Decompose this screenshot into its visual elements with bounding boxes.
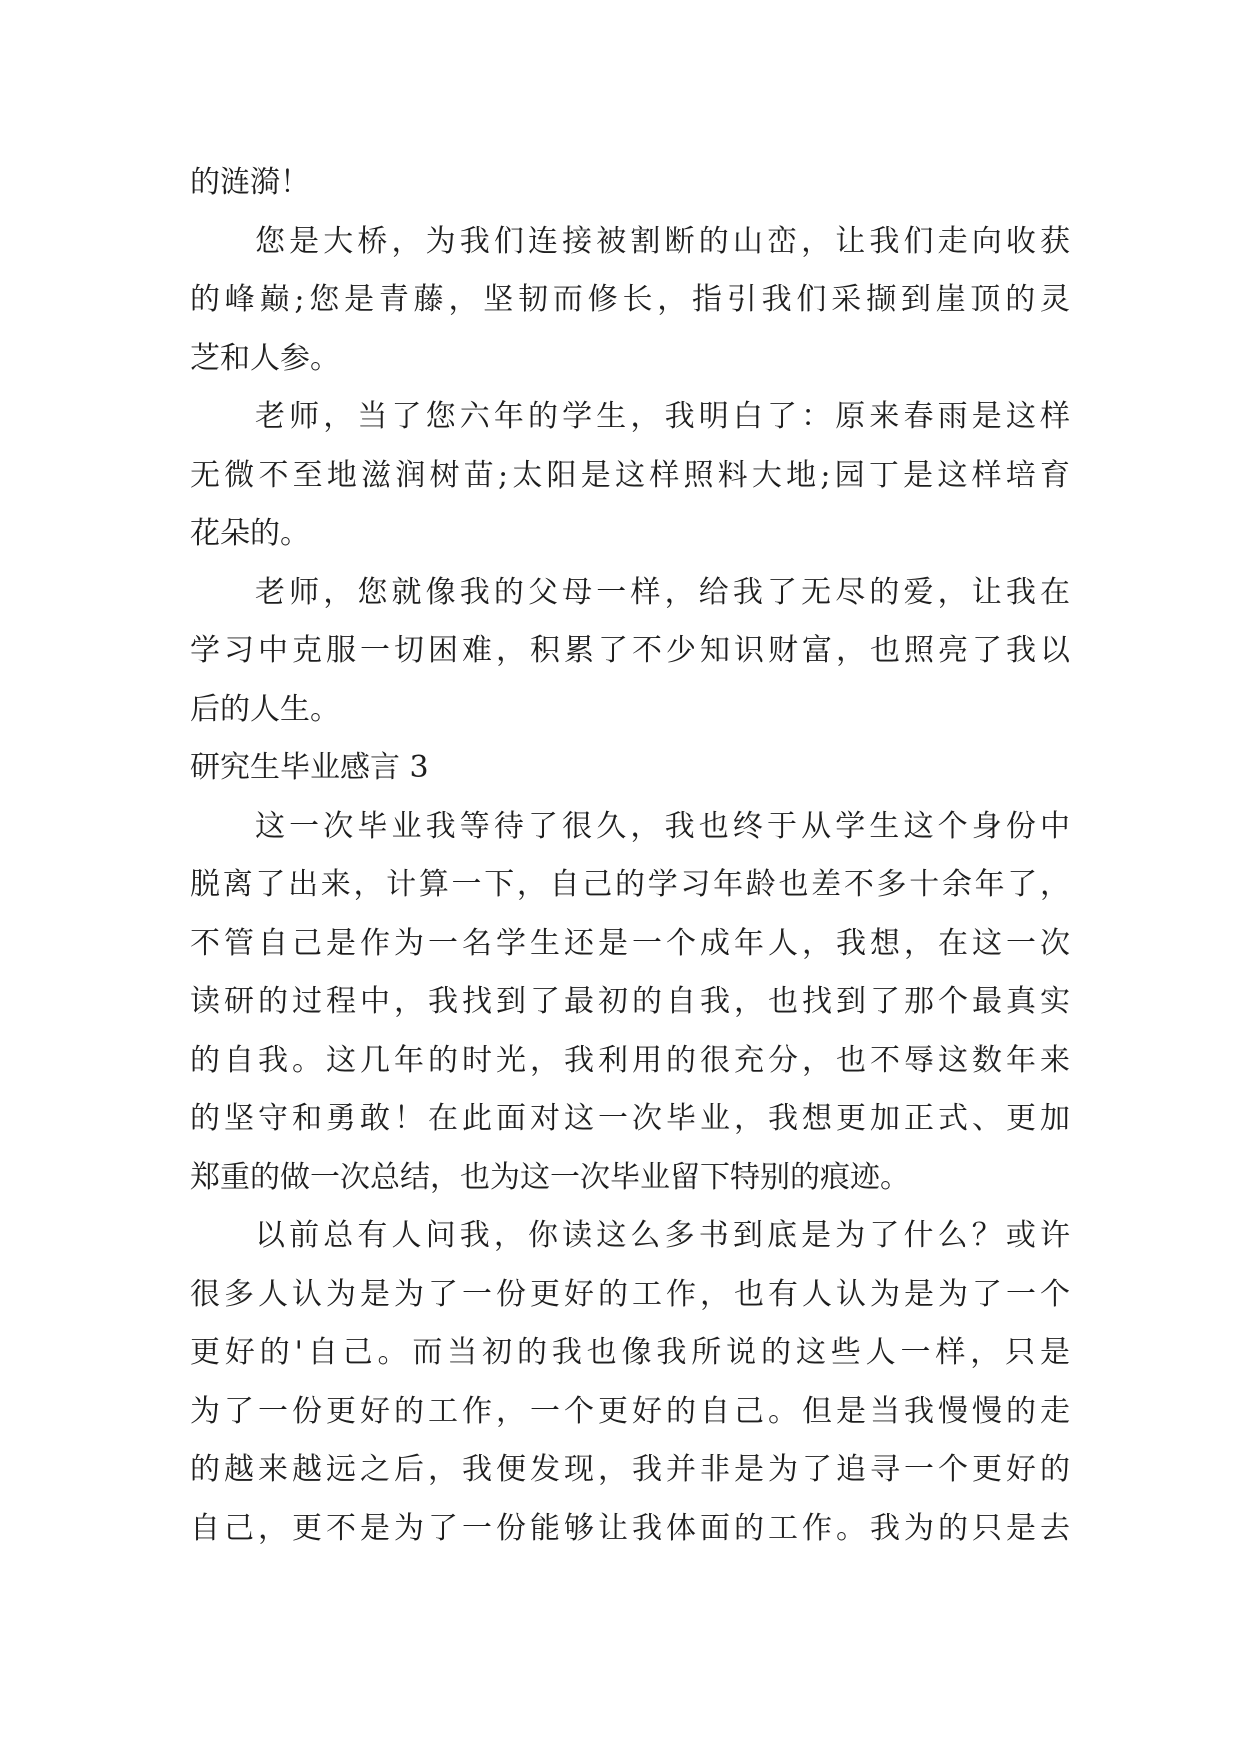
paragraph-line: 您是大桥，为我们连接被割断的山峦，让我们走向收获 (255, 223, 1070, 259)
paragraph-line: 郑重的做一次总结，也为这一次毕业留下特别的痕迹。 (190, 1159, 910, 1195)
paragraph-line: 学习中克服一切困难，积累了不少知识财富，也照亮了我以 (190, 633, 1070, 668)
paragraph-line: 老师，当了您六年的学生，我明白了：原来春雨是这样 (255, 399, 1070, 434)
paragraph-line: 花朵的。 (190, 516, 310, 551)
section-heading: 研究生毕业感言 3 (190, 750, 429, 785)
paragraph-line: 脱离了出来，计算一下，自己的学习年龄也差不多十余年了， (190, 867, 1070, 902)
paragraph-line: 芝和人参。 (190, 340, 340, 376)
paragraph-line: 不管自己是作为一名学生还是一个成年人，我想，在这一次 (190, 925, 1070, 961)
paragraph-line: 的自我。这几年的时光，我利用的很充分，也不辱这数年来 (190, 1042, 1070, 1078)
paragraph-line: 更好的'自己。而当初的我也像我所说的这些人一样，只是 (190, 1335, 1070, 1370)
paragraph-line: 后的人生。 (190, 691, 340, 727)
paragraph-line: 老师，您就像我的父母一样，给我了无尽的爱，让我在 (255, 574, 1070, 610)
paragraph-line: 的涟漪！ (190, 165, 310, 200)
paragraph-line: 这一次毕业我等待了很久，我也终于从学生这个身份中 (255, 808, 1070, 844)
paragraph-line: 很多人认为是为了一份更好的工作，也有人认为是为了一个 (190, 1276, 1070, 1312)
paragraph-line: 的坚守和勇敢！在此面对这一次毕业，我想更加正式、更加 (190, 1101, 1070, 1136)
paragraph-line: 的峰巅;您是青藤，坚韧而修长，指引我们采撷到崖顶的灵 (190, 282, 1070, 317)
paragraph-line: 读研的过程中，我找到了最初的自我，也找到了那个最真实 (190, 984, 1070, 1019)
paragraph-line: 为了一份更好的工作，一个更好的自己。但是当我慢慢的走 (190, 1393, 1070, 1429)
paragraph-line: 无微不至地滋润树苗;太阳是这样照料大地;园丁是这样培育 (190, 457, 1070, 493)
paragraph-line: 以前总有人问我，你读这么多书到底是为了什么？或许 (255, 1218, 1070, 1253)
paragraph-line: 自己，更不是为了一份能够让我体面的工作。我为的只是去 (190, 1510, 1070, 1546)
paragraph-line: 的越来越远之后，我便发现，我并非是为了追寻一个更好的 (190, 1452, 1070, 1487)
